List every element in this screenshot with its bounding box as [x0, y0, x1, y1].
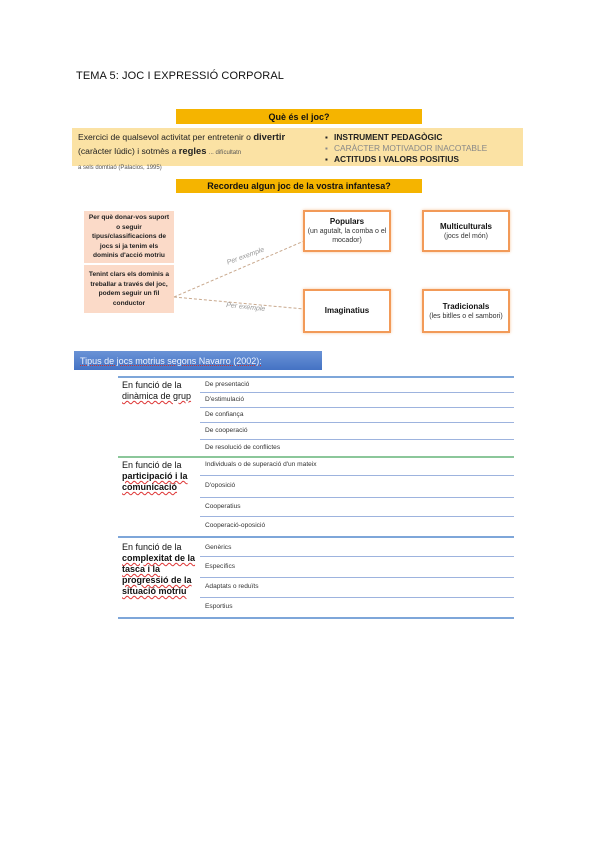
definition-bold-2: regles [178, 145, 207, 156]
list-item: De resolució de conflictes [205, 444, 281, 451]
divider [118, 456, 514, 458]
group-label-rest: participació i la comunicació [122, 471, 188, 492]
list-item: D'estimulació [205, 396, 245, 403]
per-exemple-label-2: Per exemple [225, 301, 266, 314]
divider [200, 497, 514, 498]
category-populars [303, 210, 391, 252]
definition-bold-1: divertir [253, 131, 286, 142]
features-box [322, 128, 523, 166]
feature-bullet: ▪ CARÀCTER MOTIVADOR INACOTABLE [334, 143, 523, 154]
category-desc: (jocs del món) [444, 232, 488, 240]
types-header-text: Tipus de jocs motrius segons Navarro (2002): [80, 355, 262, 366]
group-label-rest: dinàmica de grup [122, 391, 192, 401]
divider [118, 617, 514, 619]
divider [200, 597, 514, 598]
group-label-participacio [122, 460, 198, 493]
category-title: Tradicionals [442, 301, 490, 311]
list-item: Adaptats o reduïts [205, 583, 259, 590]
group-label-plain: En funció de la [122, 380, 182, 390]
category-title: Populars [329, 217, 365, 226]
page-title: TEMA 5: JOC I EXPRESSIÓ CORPORAL [76, 70, 284, 82]
divider [200, 392, 514, 393]
question-childhood: Recordeu algun joc de la vostra infantesa? [176, 179, 422, 193]
list-item: De cooperació [205, 427, 248, 434]
types-header [74, 351, 322, 370]
list-item: Cooperació-oposició [205, 522, 266, 529]
divider [118, 536, 514, 538]
category-desc: (les bitlles o el sambori) [429, 312, 503, 320]
per-exemple-label-1: Per exemple [225, 246, 266, 267]
question-what-is-game: Què és el joc? [176, 109, 422, 124]
arrow-line-1 [174, 241, 304, 297]
reason-box-2 [84, 265, 174, 313]
list-item: Cooperatius [205, 503, 241, 510]
category-title: Multiculturals [439, 221, 492, 231]
category-tradicionals [422, 289, 510, 333]
definition-text-4: a sels domtiaó (Palacios, 1995) [78, 165, 162, 171]
category-title: Imaginatius [324, 306, 370, 315]
list-item: Individuals o de superació d'un mateix [205, 461, 317, 468]
divider [200, 516, 514, 517]
list-item: Específics [205, 563, 236, 570]
group-label-plain: En funció de la [122, 542, 182, 552]
group-label-complexitat [122, 542, 198, 597]
category-imaginatius [303, 289, 391, 333]
definition-text-2: (caràcter lúdic) i sotmès a [78, 146, 177, 156]
feature-bullet: ▪ INSTRUMENT PEDAGÒGIC [334, 132, 523, 143]
definition-text-1: Exercici de qualsevol activitat per entretenir o [78, 132, 251, 142]
list-item: Genèrics [205, 544, 232, 551]
divider [200, 422, 514, 423]
divider [200, 407, 514, 408]
divider [200, 475, 514, 476]
group-label-rest: complexitat de la tasca i la progressió de la situació motriu [122, 553, 196, 596]
reason-box-1 [84, 211, 174, 263]
list-item: D'oposició [205, 482, 236, 489]
reason-text-2: Tenint clars els dominis a treballar a través del joc, podem seguir un fil conductor [88, 271, 170, 307]
definition-box [72, 128, 322, 171]
list-item: Esportius [205, 603, 233, 610]
list-item: De presentació [205, 381, 250, 388]
divider [200, 439, 514, 440]
category-desc: (un agutalt, la comba o el mocador) [307, 228, 387, 244]
category-multiculturals [422, 210, 510, 252]
divider [200, 556, 514, 557]
divider [118, 376, 514, 378]
reason-text-1: Per què donar-vos suport o seguir tipus/classificacions de jocs si ja tenim els dominis d'acció motriu [88, 214, 170, 260]
divider [200, 577, 514, 578]
definition-text-3: ... difícultatn [208, 150, 242, 156]
feature-bullet: ▪ ACTITUDS I VALORS POSITIUS [334, 154, 523, 165]
group-label-plain: En funció de la [122, 460, 182, 470]
list-item: De confiança [205, 411, 244, 418]
group-label-dinamica [122, 380, 198, 402]
